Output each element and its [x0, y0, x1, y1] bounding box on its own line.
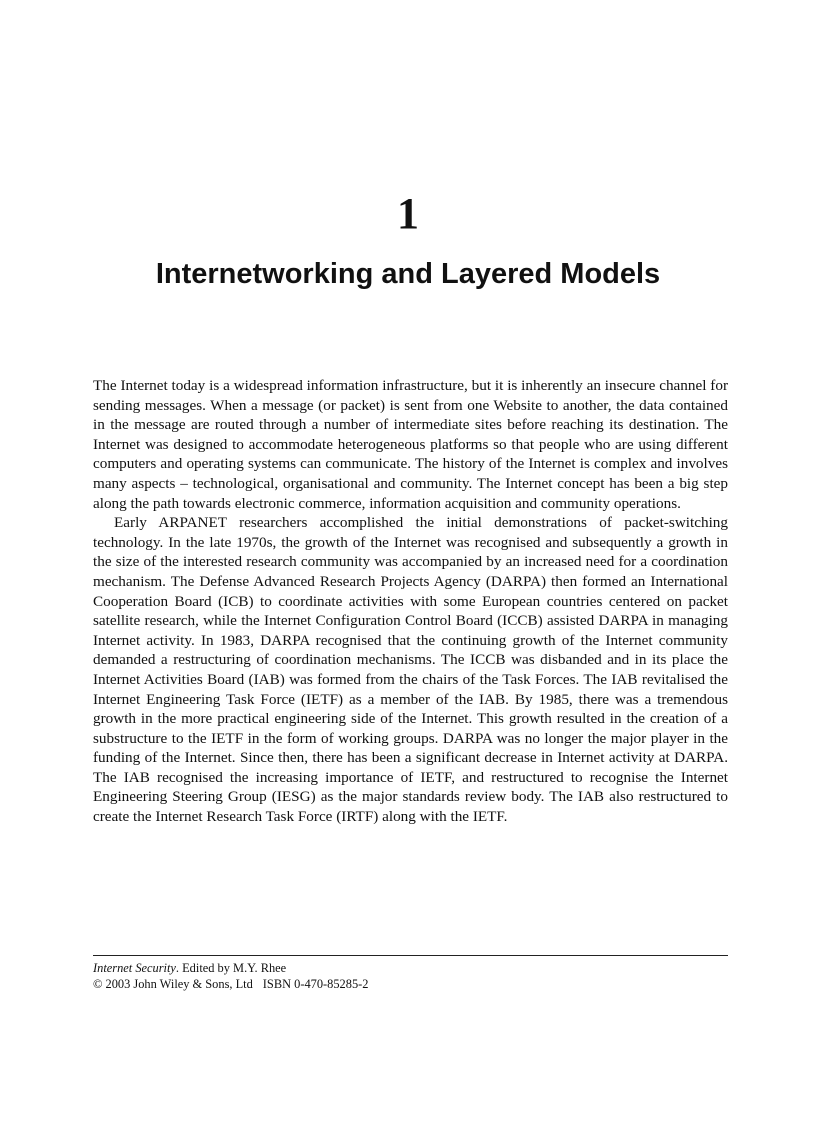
book-title: Internet Security [93, 961, 176, 975]
footnote-line-2 [93, 976, 368, 992]
paragraph-1: The Internet today is a widespread information infrastructure, but it is inherently an insecure channel for sending messages. When a message (or packet) is sent from one Website to another, the data contained in the message are routed through a number of intermediate sites before reaching its destination. The Internet was designed to accommodate heterogeneous platforms so that people who are using different computers and operating systems can communicate. The history of the Internet is complex and involves many aspects – technological, organisational and community. The Internet concept has been a big step along the path towards electronic commerce, information acquisition and community operations. [93, 377, 728, 512]
footnote-divider [93, 955, 728, 956]
footnote [93, 960, 368, 992]
paragraph-2: Early ARPANET researchers accomplished the initial demonstrations of packet-switching technology. In the late 1970s, the growth of the Internet was recognised and subsequently a growth in the size of the interested research community was accompanied by an increased need for a coordination mechanism. The Defense Advanced Research Projects Agency (DARPA) then formed an International Cooperation Board (ICB) to coordinate activities with some European countries centered on packet satellite research, while the Internet Configuration Control Board (ICCB) assisted DARPA in managing Internet activity. In 1983, DARPA recognised that the continuing growth of the Internet community demanded a restructuring of coordination mechanisms. The ICCB was disbanded and in its place the Internet Activities Board (IAB) was formed from the chairs of the Task Forces. The IAB revitalised the Internet Engineering Task Force (IETF) as a member of the IAB. By 1985, there was a tremendous growth in the more practical engineering side of the Internet. This growth resulted in the creation of a substructure to the IETF in the form of working groups. DARPA was no longer the major player in the funding of the Internet. Since then, there has been a significant decrease in Internet activity at DARPA. The IAB recognised the increasing importance of IETF, and restructured to recognise the Internet Engineering Steering Group (IESG) as the major standards review body. The IAB also restructured to create the Internet Research Task Force (IRTF) along with the IETF. [93, 514, 728, 826]
footnote-line-1 [93, 960, 368, 976]
copyright: © 2003 John Wiley & Sons, Ltd [93, 977, 253, 991]
isbn: ISBN 0-470-85285-2 [262, 977, 369, 991]
chapter-title: Internetworking and Layered Models [155, 258, 661, 290]
edited-by: . Edited by M.Y. Rhee [175, 961, 287, 975]
body-text [93, 376, 728, 827]
chapter-number: 1 [397, 189, 419, 238]
